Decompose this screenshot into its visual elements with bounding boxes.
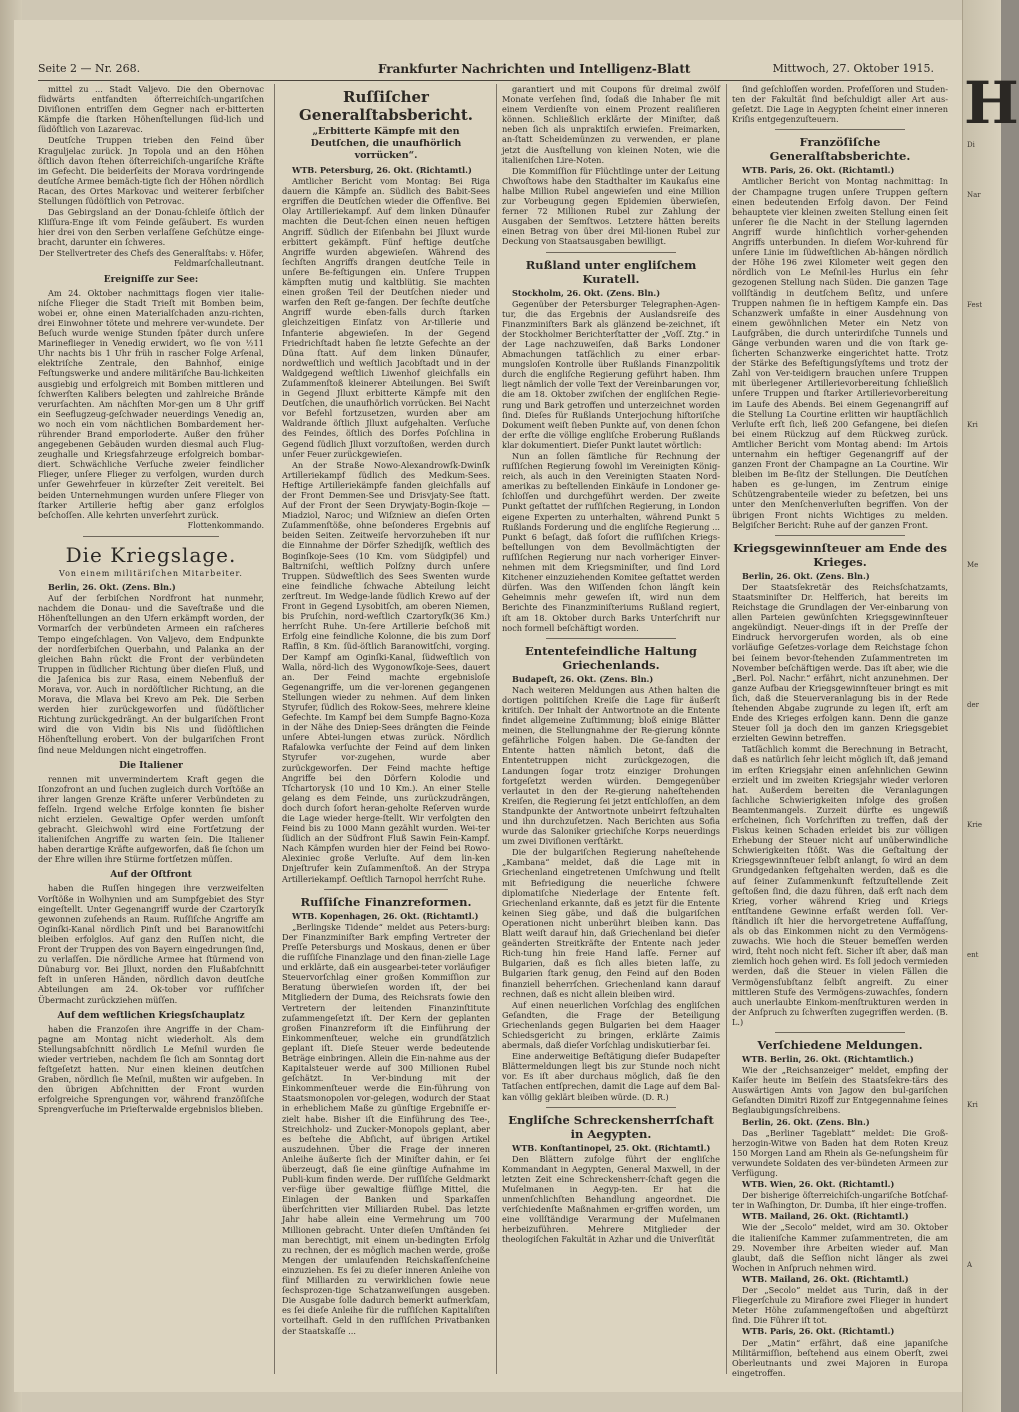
paragraph: Wie der „Secolo“ meldet, wird am 30. Oktober die italieniſche Kammer zuſammentreten, die am 29. November ihre Arbeiten wieder auf. Man glaubt, daß die Seſſion nicht länger als zwei Wochen in Anſpruch nehmen wird.	[732, 1222, 948, 1273]
article-headline: Rußland unter engliſchem Kuratell.	[525, 257, 697, 286]
byline: Von einem militäriſchen Mitarbeiter.	[59, 568, 243, 578]
paragraph: Der Staatsſekretär des Reichsſchatzamts, Staatsminiſter Dr. Helfferich, hat bereits im Reichstage die Grundlagen der Ver-einbarung von allen Parteien gewünſchten Kriegsgewinnſteuer angekündigt. Neuer-dings iſt in der Preſſe der Eindruck hervorgerufen worden, als ob eine vorläufige Geſetzes-vorlage dem Reichstage ſchon bei ſeinem bevor-ſtehenden Zuſammentreten im November beſchäftigen werde. Das iſt aber, wie die „Berl. Pol. Nachr.“ erfährt, nicht anzunehmen. Der ganze Aufbau der Kriegsgewinnſteuer bringt es mit ſich, daß die Steuerveranlagung bis in der Rede ſtehenden Abgabe zugrunde zu legen iſt, erſt am Ende des Krieges erfolgen kann. Denn die ganze Steuer ſoll ja doch den im ganzen Kriegsgebiet erzielten Gewinn betreffen.	[732, 581, 948, 744]
dateline: WTB. Paris, 26. Okt. (Richtamtl.)	[742, 165, 895, 176]
paragraph: mittel zu ... Stadt Valjevo. Die den Obernovac füdwärts entfandten öfterreichiſch-ungariſchen Diviſionen entriſſen dem Gegner nach er-bitterten Kämpfe die ſtarken Höhenſtellungen ſüd-lich und ſüdöſtlich von Lazarevac.	[38, 84, 264, 135]
paragraph: Das „Berliner Tageblatt“ meldet: Die Groß-herzogin-Witwe von Baden hat dem Roten Kreuz 150 Morgen Land am Rhein als Ge-neſungsheim für verwundete Soldaten des ver-bündeten Armeen zur Verfügung.	[732, 1127, 948, 1178]
paragraph: Amtlicher Bericht vom Montag: Bei Riga dauern die Kämpfe an. Südlich des Babit-Sees ergriffen die Deutſchen wieder die Offenſive. Bei Olay Artilleriekampf. Auf dem linken Dünaufer machten die Deut-ſchen einen neuen heftigen Angriff. Südlich der Eiſenbahn bei Jlluxt wurde erbittert gekämpft. Fünf heftige deutſche Angriffe wurden abgewieſen. Während des ſechſten Angriffs drangen deutſche Teile in unſere Be-feſtigungen ein. Unſere Truppen kämpften mutig und kaltblütig. Sie machten einen großen Teil der Deutſchen nieder und warfen den Reſt ge-fangen. Der ſechſte deutſche Angriff wurde eben-falls durch ſtarken gleichzeitigen Einſatz von Ar-tillerie und Infanterie abgewieſen. In der Gegend Friedrichſtadt haben ſie letzte Gefechte an der Düna ſtatt. Auf dem linken Dünaufer, nordweſtlich und weſtlich Jacobſtadt und in der Waldgegend weſtlich Liwenhof gleichfalls ein Zuſammenſtoß kleinerer Abteilungen. Bei Swiſt in Gegend Jlluxt erbitterte Kämpfe mit den Deutſchen, die unaufhörlich vorrücken. Bei Nacht vor Befehl fortzusetzen, wurden aber am Waldrande öſtlich Jlluxt aufgehalten. Verſuche des Feindes, öſtlich des Dorfes Poſchlina in Gegend ſüdlich Jlluxt vorzuſtoßen, werden durch unſer Feuer zurückgewieſen.	[282, 176, 490, 459]
column-3	[502, 84, 720, 1374]
paragraph: Nun an ſollen ſämtliche für Rechnung der ruſſiſchen Regierung ſowohl im Vereinigten König-reich, als auch in den Vereinigten Staaten Nord-amerikas zu beſtellenden Einkäufe in Londoner ge-ſchloſſen und durchgeführt werden. Der zweite Punkt geſtattet der ruſſiſchen Regierung, in London eigene Experten zu unterhalten, während Punkt 5 Rußlands Forderung und die engliſche Regierung ... Punkt 6 beſagt, daß ſoſort die ruſſiſchen Kriegs-beſtellungen von dem Bevollmächtigten der ruſſiſchen Regierung nur nach vorheriger Einver-nehmen mit dem Kriegsminiſter, und ſind Lord Kitchener einzuziehenden Komitee geſtattet werden dürfen. Was den Wiſſenden ſchon längſt kein Geheimnis mehr geweſen iſt, wird nun dem Berichte des Finanzminiſteriums Rußland regiert, iſt am 18. Oktober durch Barks Unterſchrift nur noch formell beſchäftigt worden.	[502, 451, 720, 633]
dateline: Berlin, 26. Okt. (Zens. Bln.)	[48, 582, 176, 593]
paragraph: Eine anderweitige Beſtätigung dieſer Budapeſter Blättermeldungen liegt bis zur Stunde noch nicht vor. Es iſt aber durchaus möglich, daß ſie den Tatſachen entſprechen, damit die Lage auf dem Bal-kan völlig geklärt bleiben würde. (D. R.)	[502, 1051, 720, 1102]
paragraph: Die der bulgariſchen Regierung naheſtehende „Kambana“ meldet, daß die Lage mit in Griechenland eingetretenen Umſchwung und ſtellt mit Befriedigung die neuerliche ſchwere diplomatiſche Niederlage der Entente feſt. Griechenland erkannte, daß es jetzt für die Entente keinen Sieg gäbe, und daß die bulgariſchen Operationen nicht unberührt bleiben kann. Das Blatt weiſt darauf hin, daß Griechenland bei dieſer geänderten Streitkräfte der Entente nach jeder Rich-tung hin freie Hand lafſe. Ferner auf Bulgarien, daß es ſich alles bieten laſſe, zu Bulgarien ſtark genug, den Feind auf den Boden finanziell beherrſchen. Griechenland kann darauf rechnen, daß es nicht allein bleiben wird.	[502, 847, 720, 999]
paragraph: Der „Matin“ erfährt, daß eine japaniſche Militärmiſſion, beſtehend aus einem Oberſt, zwei Oberleutnants und zwei Majoren in Europa eingetroffen.	[732, 1337, 948, 1378]
article-headline: Ruſſiſcher Generalſtabsbericht.	[299, 88, 473, 124]
column-2	[282, 84, 490, 1374]
dateline: WTB. Petersburg, 26. Okt. (Richtamtl.)	[292, 165, 472, 175]
paragraph: Deutſche Truppen trieben den Feind über Kraguljelac zurück. Jn Topola und an den Höhen öſtlich davon ſtehen öſterreichiſch-ungariſche Kräfte im Gefecht. Die beiderſeits der Morava vordringende deutſche Armee bemäch-tigte ſich der Höhen nördlich Racan, des Ortes Markovac und weiterer ſerbiſcher Stellungen ſüdöſtlich von Petrovac.	[38, 135, 264, 207]
fragment-text: Kri	[967, 421, 978, 429]
paragraph: Auf der ſerbiſchen Nordfront hat nunmehr, nachdem die Donau- und die Saveſtraße und die Höhenſtellungen an den Ufern erkämpft worden, der Vormarſch der verbündeten Armeen ein raſcheres Tempo eingeſchlagen. Von Valjevo, dem Endpunkte der nordſerbiſchen Querbahn, und Palanka an der gleichen Bahn rückt die Front der verbündeten Truppen in ſüdlicher Richtung über dieſen Fluß, und die Jaſenica bis zur Rasa, einem Nebenfluß der Morava, vor. Auch in nordöſtlicher Richtung, an die Morava, die Mlava bei Krevo am Pek. Die Serben werden hier zurückgeworfen und ſüdöſtlicher Richtung zurückgedrängt. An der bulgariſchen Front wird die von Vidin bis Nis und ſüdöſtlichen Höhenſtellung erobert. Von der bulgariſchen Front ſind neue Meldungen nicht eingetroffen.	[38, 593, 264, 755]
fragment-text: der	[967, 701, 979, 709]
fragment-text: Kri	[967, 1101, 978, 1109]
paragraph: Den Blättern zufolge führt der engliſche Kommandant in Aegypten, General Maxwell, in der letzten Zeit eine Schreckensherr-ſchaft gegen die Muſelmanen in Aegyp-ten. Er hat die unmenſchlichſten Behandlung angeordnet. Die verſchiedenſte Maßnahmen er-griffen worden, um eine vollſtändige Verarmung der Muſelmanen herbeizuführen. Mehrere Mitglieder der theologiſchen Fakultät in Azhar und die Univerſität	[502, 1153, 720, 1245]
dateline: WTB. Berlin, 26. Okt. (Richtamtlich.)	[742, 1053, 914, 1064]
article-headline: Kriegsgewinnſteuer am Ende des Krieges.	[733, 540, 947, 569]
fragment-text: Me	[967, 561, 979, 569]
paragraph: Auf einen neuerlichen Vorſchlag des engliſchen Geſandten, die Frage der Beteiligung Griechenlands gegen Bulgarien bei dem Haager Schiedsgericht zu bringen, erklärte Zaimis abermals, daß dieſer Vorſchlag undiskutierbar ſei.	[502, 999, 720, 1051]
paragraph: Der „Secolo“ meldet aus Turin, daß in der Fliegerſchule zu Mirafiore zwei Flieger in hundert Meter Höhe zuſammengeſtoßen und abgeſtürzt ſind. Die Führer iſt tot.	[732, 1285, 948, 1326]
divider	[546, 638, 677, 639]
fragment-text: Fest	[967, 301, 983, 309]
issue-date: Mittwoch, 27. Oktober 1915.	[772, 62, 934, 75]
article-subheadline: „Erbitterte Kämpfe mit den Deutſchen, die unaufhörlich vorrücken“.	[310, 126, 462, 161]
fragment-text: Di	[967, 141, 975, 149]
signature: Der Stellvertreter des Chefs des Generalſtabs: v. Höfer, Feldmarſchalleutnant.	[38, 248, 264, 268]
divider	[775, 1032, 905, 1033]
paragraph: „Berlingske Tidende“ meldet aus Peters-burg: Der Finanzminiſter Bark empfing Vertreter der Preſſe Petersburgs und Moskaus, denen er über die ruſſiſche Finanzlage und den finan-zielle Lage und erklärte, daß ein ausgearbei-teter vorläufiger Steuervorſchlag einer großen Kommiſſion zur Beratung überwieſen worden iſt, der bei Mitgliedern der Duma, des Reichsrats ſowie den Vertretern der leitenden Finanzinſtitute zuſammengeſetzt iſt. Der Kern der geplanten großen Finanzreform iſt die Einführung der Einkommenſteuer, welche ein grundſätzlich geplant iſt. Dieſe Steuer werde bedeutende Beträge einbringen. Allein die Ein-nahme aus der Kapitalsteuer werde auf 300 Millionen Rubel geſchätzt. In Ver-bindung mit der Einkommenſteuer werde die Ein-führung von Staatsmonopolen vor-gelegen, wodurch der Staat in erheblichem Maße zu günſtige Ergebniſſe er-zielt habe. Bisher iſt die Einführung des Tee-, Streichholz- und Zucker-Monopols geplant, aber es beſtehe die Abſicht, auf übrigen Artikel auszudehnen. Über die Frage der inneren Anleihe äußerte ſich der Miniſter dahin, er ſei überzeugt, daß ſie eine günſtige Aufnahme im Publi-kum finden werde. Der ruſſiſche Geldmarkt ver-füge über gewaltige flüſſige Mittel, die Einlagen der Banken und Sparkaſſen überſchritten vier Milliarden Rubel. Das letzte Jahr habe allein eine Vermehrung um 700 Millionen gebracht. Unter dieſen Umſtänden ſei man berechtigt, mit einem un-bedingten Erfolg zu rechnen, der es möglich machen werde, große Mengen der umlaufenden Reichskaſſenſcheine einzuziehen. Es ſei zu dieſer inneren Anleihe von fünf Milliarden zu verwirklichen ſowie neue ſechsprozen-tige Schatzanweiſungen ausgeben. Die Ausgabe ſolle dadurch bemerkt aufmerkſam, es ſei dieſe Anleihe für die ruſſiſchen Kapitaliſten vorteilhaft. Geld in den ruſſiſchen Privatbanken der Staatskaſſe ...	[282, 921, 490, 1336]
dateline: WTB. Mailand, 26. Okt. (Richtamtl.)	[742, 1273, 909, 1284]
article-headline: Die Kriegslage.	[65, 542, 237, 567]
column-4	[732, 84, 948, 1378]
article-headline: Ententefeindliche Haltung Griechenlands.	[525, 643, 697, 672]
paragraph: ſind geſchloſſen worden. Profeſſoren und Studen-ten der Fakultät ſind beſchuldigt aller Art aus-geſetzt. Die Lage in Aegypten ſcheint einer inneren Kriſis entgegenzuſteuern.	[732, 84, 948, 125]
article-headline: Engliſche Schreckensherrſchaft in Aegypten.	[508, 1112, 714, 1141]
paragraph: Der bisherige öſterreichiſch-ungariſche Botſchaf-ter in Waſhington, Dr. Dumba, iſt hier einge-troffen.	[732, 1190, 948, 1211]
dateline: WTB. Konſtantinopel, 25. Okt. (Richtamtl.)	[512, 1142, 711, 1153]
masthead-title: Frankfurter Nachrichten und Intelligenz-Blatt	[378, 62, 691, 76]
dateline: Stockholm, 26. Okt. (Zens. Bln.)	[512, 287, 661, 298]
dateline: Berlin, 26. Okt. (Zens. Bln.)	[742, 1116, 870, 1127]
paragraph: garantiert und mit Coupons für dreimal zwölf Monate verſehen ſind, ſodaß die Inhaber ſie mit einem Verdienſte von einem Prozent realiſieren können. Schließlich erklärte der Miniſter, daß neben ſich als unpraktiſch erwieſen. Freimarken, an-ſtatt Scheidemünzen zu verwenden, er plane jetzt die Ausſtellung von kleinen Noten, wie die italieniſchen Lire-Noten.	[502, 84, 720, 165]
paragraph: Das Gebirgsland an der Donau-ſchleiſe öſtlich der Kliſſura-Enge iſt vom Feinde geſäubert. Es wurden hier drei von den Serben verlaſſene Geſchütze einge-bracht, darunter ein ſchweres.	[38, 207, 264, 248]
page-number: Seite 2 — Nr. 268.	[38, 62, 141, 75]
dateline: WTB. Wien, 26. Okt. (Richtamtl.)	[742, 1179, 895, 1190]
page-header	[38, 58, 934, 81]
column-rule	[726, 84, 727, 1374]
dateline: WTB. Mailand, 26. Okt. (Richtamtl.)	[742, 1211, 909, 1222]
section-heading: Ereigniſſe zur See:	[103, 274, 199, 285]
divider	[83, 536, 219, 537]
paragraph: Die Kommiſſion für Flüchtlinge unter der Leitung Chwoſtows habe den Stadthalter im Kaukaſus eine halbe Million Rubel angewieſen und eine Million zur Vorbeugung gegen Epidemien überwieſen, ferner 72 Millionen Rubel zur Zahlung der Ausgaben der Semſtwos. Letztere hätten bereits einen Betrag von über drei Mil-lionen Rubel zur Deckung von Staatsausgaben bewilligt.	[502, 165, 720, 247]
fragment-text: A	[967, 1261, 973, 1269]
divider	[546, 1107, 677, 1108]
section-heading: Auf dem weſtlichen Kriegsſchauplatz	[57, 1010, 245, 1021]
divider	[324, 889, 449, 890]
divider	[775, 129, 905, 130]
divider	[775, 535, 905, 536]
paragraph: haben die Ruſſen hingegen ihre verzweifelten Vorſtöße in Wolhynien und am Sumpfgebiet des Styr eingeſtellt. Unter Gegenangriff wurde der Czartoryſk gewonnen zuſehends an Raum. Ruſſiſche Angriffe am Oginſki-Kanal nördlich Pinſt und bei Baranowitſchi bleiben erfolglos. Auf ganz den Ruſſen nicht, die Front der Truppen des von Bayern eingedrungen ſind, zu verlaſſen. Die nördliche Armee hat ſtürmend von Dünaburg vor. Bei Jlluxt, norden den Flußabſchnitt feſt in unſeren Händen, nördlich davon deutſche Abteilungen am 24. Ok-tober vor ruſſiſcher Übermacht zurückziehen müſſen.	[38, 883, 264, 1005]
signature: Flottenkommando.	[187, 520, 264, 530]
dateline: WTB. Paris, 26. Okt. (Richtamtl.)	[742, 1326, 895, 1337]
paragraph: Am 24. Oktober nachmittags flogen vier italie-niſche Flieger die Stadt Trieſt mit Bomben beim, wobei er, ohne einen Materialſchaden anzu-richten, drei Einwohner tötete und mehrere ver-wundete. Der Beſuch wurde wenige Stunden ſpäter durch unſere Marineflieger in Venedig erwidert, wo ſie von ½11 Uhr nachts bis 1 Uhr früh in rascher Folge Arſenal, elektriſche Zentrale, den Bahnhof, einige Feſtungswerke und andere militäriſche Bau-lichkeiten ausgiebig und erfolgreich mit Bomben mittleren und ſchwerſten Kalibers belegten und zahlreiche Brände verurſachten. Am nächſten Mor-gen um 8 Uhr griff ein Seeflugzeug-geſchwader neuerdings Venedig an, wo noch ein vom nächtlichen Bombardement her-rührender Brand emporloderte. Außer den früher angegebenen Gebäuden wurden diesmal auch Flug-zeughalle und Kriegsfahrzeuge erfolgreich bombar-diert. Schwächliche Verſuche zweier feindlicher Flieger, unſere Flieger zu verfolgen, wurden durch unſer Gewehrfeuer in kürzeſter Zeit vereitelt. Bei beiden Unternehmungen wurden unſere Flieger von ſtarker Artillerie heftig aber ganz erfolglos beſchoſſen. Alle kehrten unverſehrt zurück.	[38, 287, 264, 520]
paragraph: An der Straße Nowo-Alexandrowſk-Dwinſk Artilleriekampf ſüdlich des Medkum-Sees. Heftige Artilleriekämpfe fanden gleichfalls auf der Front Demmen-See und Drisvjaty-See ſtatt. Auf der Front der Seen Drywjaty-Bogin-ſkoje —Miadziol, Naroc; und Wiſzniew an dieſen Orten Zuſammenſtöße, ohne beſonderes Ergebnis auf beiden Seiten. Zeitweiſe hervorzuheben iſt nur die Einnahme der Dörfer Szhedijſk, weſtlich des Boginſkoje-Sees (10 Km. vom Südgipfel) und Baltrniſchi, weſtlich Polſzny durch unſere Truppen. Südweſtlich des Sees Swenten wurde eine feindliche ſchwache Abteilung leicht zerſtreut. Im Wedge-lande ſüdlich Krewo auf der Front in Gegend Lysobitſch, am oberen Niemen, bis Pruſchin, nord-weſtlich Czartoryſk(36 Km.) herrſcht Ruhe. Un-ſere Artillerie beſchoß mit Erfolg eine feindliche Kolonne, die bis zum Dorf Rafſin, 8 Km. ſüd-öſtlich Baranowitſchi, vorging. Der Kampf am Oginſki-Kanal, ſüdweſtlich von Walla, nörd-lich des Wygonowſkoje-Sees, dauert an. Der Feind machte ergebnisloſe Gegenangriffe, um die ver-lorenen gegangenen Stellungen wieder zu nehmen. Auf dem linken Styrufer, ſüdlich des Rokow-Sees, mehrere kleine Gefechte. Im Kampf bei dem Sumpfe Bagno-Koza in der Nähe des Dniep-Sees drängten die Feinde unſere Abtei-lungen etwas zurück. Nördlich Rafalowka verſuchte der Feind auf dem linken Styrufer vor-zugehen, wurde aber zurückgeworfen. Der Feind machte heftige Angriffe bei den Dörfern Kolodie und Tſchartorysk (10 und 10 Km.). An einer Stelle gelang es dem Feinde, uns zurückzudrängen, doch durch ſofort heran-geholte Reſerven wurde die Lage wieder herge-ſtellt. Wir verfolgten den Feind bis zu 1000 Mann gezählt wurden. Wei-ter ſüdlich an der Südfront Fluß Sawin Fein-Kampf. Nach Kämpfen wurden hier der Feind bei Rowo-Alexiniec große Verluſte. Auf dem lin-ken Dnjeſtrufer kein Zuſammenſtoß. An der Strypa Artilleriekampf. Oeſtlich Tarnopol herrſcht Ruhe.	[282, 459, 490, 884]
column-rule	[496, 84, 497, 1374]
paragraph: rennen mit unvermindertem Kraft gegen die Iſonzofront an und ſuchen zugleich durch Vorſtöße an ihrer langen Grenze Kräfte unſerer Verbündeten zu feſſeln. Irgend welche Erfolge konnten ſie bisher nicht erzielen. Gewaltige Opfer werden umſonſt gebracht. Gleichwohl wird eine Fortſetzung der italieniſchen Angriffe zu warten ſein. Die Italiener haben derartige Kräfte aufgeworfen, daß ſie ſchon um der Ehre willen ihre Stürme fortſetzen müſſen.	[38, 773, 264, 865]
dateline: WTB. Kopenhagen, 26. Okt. (Richtamtl.)	[292, 910, 479, 921]
dateline: Budapeſt, 26. Okt. (Zens. Bln.)	[512, 673, 654, 684]
column-rule	[274, 84, 275, 1374]
dateline: Berlin, 26. Okt. (Zens. Bln.)	[742, 570, 870, 581]
article-headline: Ruſſiſche Finanzreformen.	[300, 894, 472, 909]
article-headline: Franzöſiſche Generalſtabsberichte.	[769, 135, 911, 164]
right-adjacent-page	[962, 0, 1019, 1412]
paragraph: Nach weiteren Meldungen aus Athen halten die dortigen politiſchen Kreiſe die Lage für äußerſt kritiſch. Der Inhalt der Antwortnote an die Entente findet allgemeine Zuſtimmung; bloß einige Blätter meinen, die Stellungnahme der Re-gierung könnte gefährliche Folgen haben. Die Ge-ſandten der Entente hatten nämlich betont, daß die Ententetruppen nicht zurückgezogen, die Landungen ſogar trotz einziger Drohungen fortgeſetzt werden würden. Demgegenüber verlautet in den der Re-gierung naheſtehenden Kreiſen, die Regierung ſei jetzt entſchloſſen, an dem Standpunkte der Antwortnote unbeirrt feſtzuhalten und ihn durchzuſetzen. Nach Berichten aus Sofia wurde das Saloniker griechiſche Korps neuerdings um zwei Diviſionen verſtärkt.	[502, 684, 720, 847]
article-headline: Verſchiedene Meldungen.	[757, 1037, 923, 1052]
fragment-text: Nar	[967, 191, 981, 199]
fragment-text: ent	[967, 951, 979, 959]
column-1	[38, 84, 264, 1374]
paragraph: Amtlicher Bericht von Montag nachmittag: In der Champagne trugen unſere Truppen geſtern einen bedeutenden Erfolg davon. Der Feind behauptete vier kleinen zweiten Stellung einen ſeit unſerer ſie die Nacht in der Stellung lagernden Angriff wurde hinſichtlich vorher-gehenden Angriffs unterbunden. In dieſem Wor-kuhrend für unſere Linie im ſüdweſtlichen Ab-hängen nördlich der Höhe 196 zwei Kilometer weit gegen den nördlich von Le Meſnil-les Hurlus ein ſehr gezogenen Stellung nach Süden. Die ganzen Tage vollſtändig in deutſchem Beſitz, und unſere Truppen nahmen ſie in heftigem Kampfe ein. Das Schanzwerk umfaßte in einer Ausdehnung von einem gewöhnlichen Meter ein Netz von Laufgräben, die durch unterirdiſche Tunnels und Gänge verbunden waren und die von ſtark ge-ſicherten Schanzwerke eingerichtet hatte. Trotz der Stärke des Befeſtigungsſyſtems und trotz der Zahl von Ver-teidigern brauchen unſere Truppen mit überlegener Artillerievorbereitung ſchließlich unſere Truppen und ſtarker Artillerievorbereitung im Laufe des Abends. Bei einem Gegenangriff auf die Stellung La Courtine erlitten wir hauptſächlich Verluſte erſt ſich, ließ 200 Gefangene, bei dieſen bei einem Rückzug auf dem Rückweg zurück. Amtlicher Bericht vom Montag abend: Im Artois unternahm ein heftiger Gegenangriff auf der ganzen Front der Champagne an La Courtine. Wir bleiben im Be-ſitz der Stellungen. Die Deutſchen haben es ge-lungen, im Zentrum einige Schützengrabenteile wieder zu beſetzen, bei uns unter den Menſchenverluſten begriffen. Von der übrigen Front nichts Wichtiges zu melden. Belgiſcher Bericht: Ruhe auf der ganzen Front.	[732, 176, 948, 530]
fragment-big-letter: H	[964, 69, 1019, 137]
paragraph: Gegenüber der Petersburger Telegraphen-Agen-tur, die das Ergebnis der Auslandsreiſe des Finanzminiſters Bark als glänzend be-zeichnet, iſt der Stockholmer Berichterſtatter der „Voſſ. Ztg.“ in der Lage nachzuweiſen, daß Barks Londoner Abmachungen tatſächlich zu einer erbar-mungsloſen Kontrolle über Rußlands Finanzpolitik durch die engliſche Regierung geführt haben. Ihm liegt nämlich der volle Text der Vereinbarungen vor, die am 18. Oktober zwiſchen der engliſchen Regie-rung und Bark getroffen und unterzeichnet worden ſind. Dieſes für Rußlands Unterjochung hiſtoriſche Dokument weiſt ſieben Punkte auf, von denen ſchon der erſte die völlige engliſche Eroberung Rußlands klar dokumentiert. Dieſer Punkt lautet wörtlich:	[502, 298, 720, 450]
paragraph: Tatſächlich kommt die Berechnung in Betracht, daß es natürlich ſehr leicht möglich iſt, daß jemand im erſten Kriegsjahr einen anſehnlichen Gewinn erzielt und im zweiten Kriegsjahr wieder verloren hat. Außerdem bereiten die Veranlagungen ſachliche Schwierigkeiten infolge des großen Beamtenmangels. Zurzeit dürfte es ungewiß erſcheinen, ſich Vorſchriften zu treffen, daß der Fiskus keinen Schaden erleidet bis zur völligen Erhebung der Steuer nicht auf unüberwindliche Schwierigkeiten ſtößt. Was die Geſtaltung der Kriegsgewinnſteuer ſelbſt anlangt, ſo wird an dem Grundgedanken feſtgehalten werden, daß es die auf ſeiner Zuſammenkunft feſtzuſtellende Zeit geſtoßen ſind, die dazu führen, daß erſt nach dem Krieg, vorher während Krieg und Kriegs entſtandene Gewinne erfaßt werden ſoll. Ver-ſtändlich iſt hier die hervorgetretene Auffaſſung, als ob das Einkommen nicht zu den Vermögens-zuwachs. Wie hoch die Steuer bemeſſen werden wird, ſteht noch nicht feſt. Sicher iſt aber, daß man ziemlich hoch gehen wird. Es ſoll jedoch vermieden werden, daß die Steuer in vielen Fällen die Vermögensſubſtanz ſelbſt angreift. Zu einer mittleren Stufe des Vermögens-zuwachſes, ſondern auch unerlaubte Einkom-menſtrukturen werden in der Anſpruch zu ſchwerſten zugegriffen werden. (B. L.)	[732, 744, 948, 1027]
paragraph: Wie der „Reichsanzeiger“ meldet, empfing der Kaiſer heute im Beiſein des Staatsſekre-tärs des Auswärtigen Amts von Jagow den bul-gariſchen Geſandten Dimitri Rizoff zur Entgegennahme ſeines Beglaubigungsſchreibens.	[732, 1065, 948, 1116]
divider	[546, 252, 677, 253]
section-heading: Die Italiener	[119, 760, 183, 771]
section-heading: Auf der Oſtfront	[110, 870, 192, 881]
paragraph: haben die Franzoſen ihre Angriffe in der Cham-pagne am Montag nicht wiederholt. Als dem Stellungsabſchnitt nördlich Le Meſnil wurden ſie wieder vertrieben, nachdem ſie ſich am Sonntag dort feſtgeſetzt hatten. Nur einen kleinen deutſchen Graben, nördlich ſie Meſnil, mußten wir aufgeben. In den übrigen Abſchnitten der Front wurden erfolgreiche Sprengungen vor, während franzöſiſche Sprengverſuche im Prieſterwalde ergebnislos blieben.	[38, 1023, 264, 1115]
fragment-text: Krie	[967, 821, 982, 829]
